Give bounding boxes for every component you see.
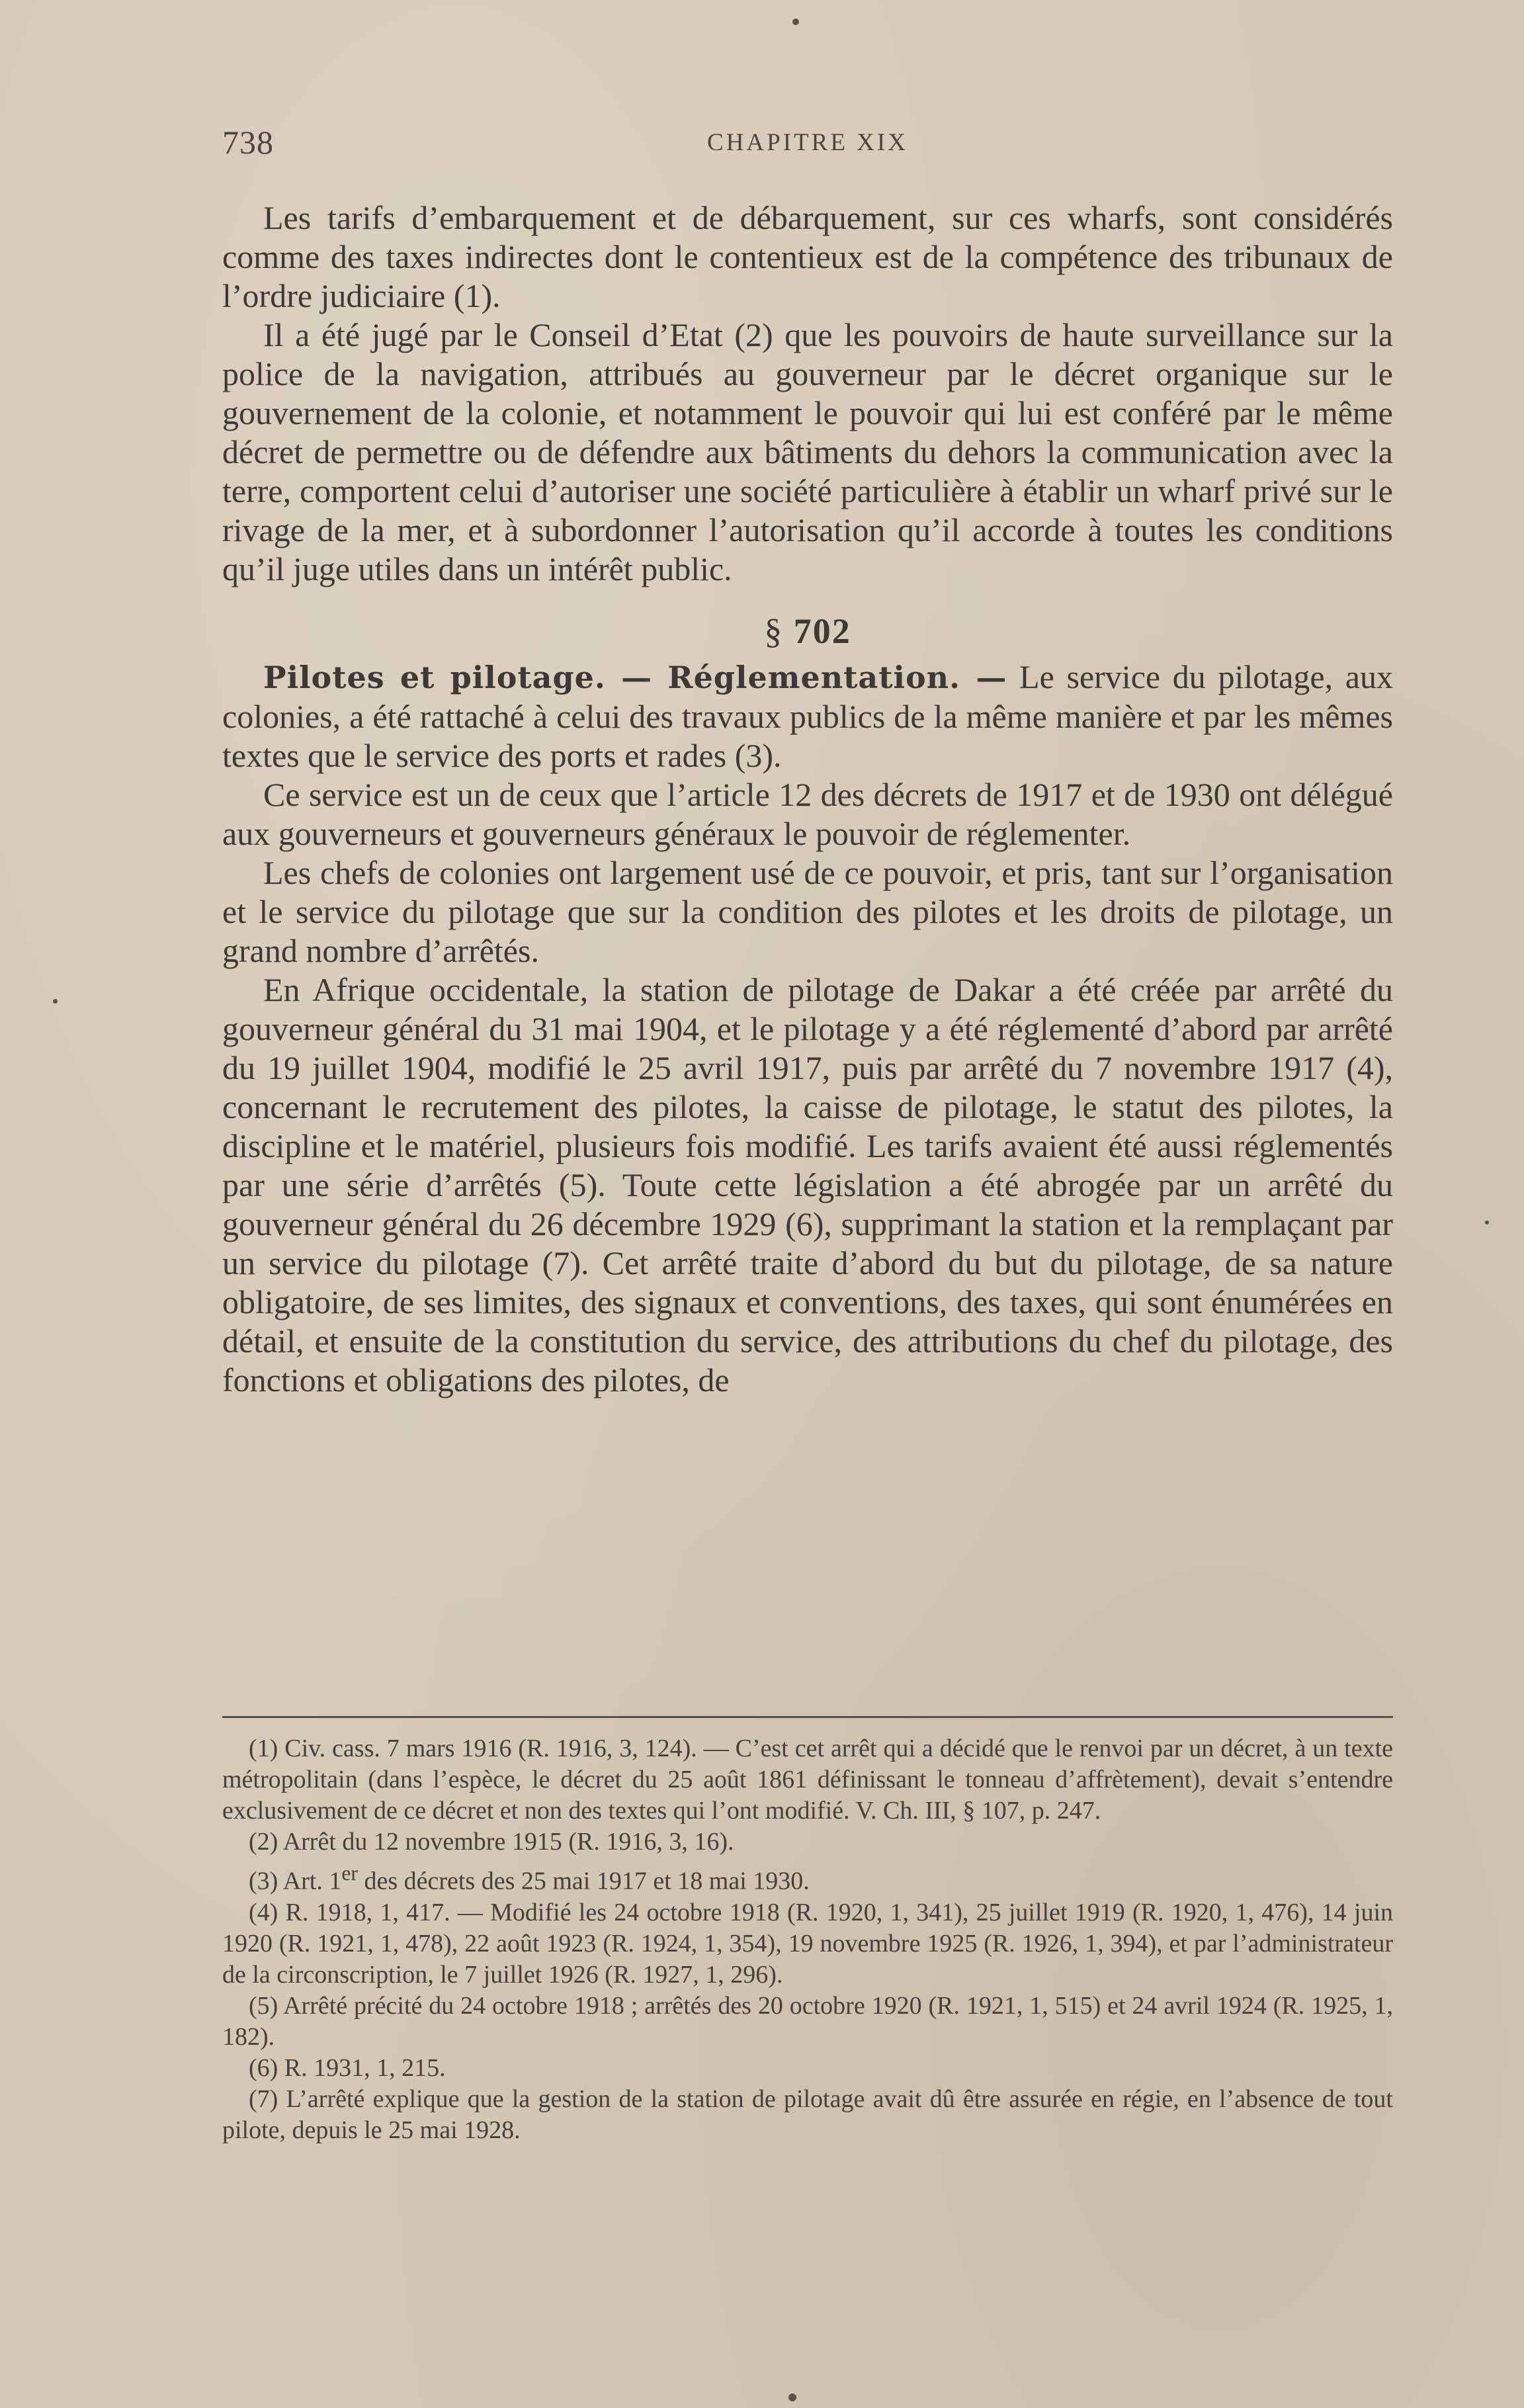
page-number: 738 bbox=[222, 124, 274, 161]
paragraph-conseil-etat: Il a été jugé par le Conseil d’Etat (2) que les pouvoirs de haute surveillance sur la police de la navigation, attribués au gouverneur par le décret organique sur le gouvernement de la colonie, et notamment le pouvoir qui lui est conféré par le même décret de permettre ou de défendre aux bâtiments du dehors la communication avec la terre, comportent celui d’autoriser une société particulière à établir un wharf privé sur le rivage de la mer, et à subordonner l’autorisation qu’il accorde à toutes les conditions qu’il juge utiles dans un intérêt public. bbox=[222, 316, 1393, 587]
footnote-divider bbox=[222, 1716, 1393, 1718]
paragraph-pilotage-intro bbox=[222, 658, 1393, 775]
footnote-3 bbox=[222, 1858, 1393, 1897]
footnote-2: (2) Arrêt du 12 novembre 1915 (R. 1916, 3, 16). bbox=[249, 1828, 734, 1856]
subheading-pilotes: Pilotes et pilotage. — Réglementation. — bbox=[263, 660, 1007, 695]
paragraph-afrique-occidentale: En Afrique occidentale, la station de pilotage de Dakar a été créée par arrêté du gouverneur général du 31 mai 1904, et le pilotage y a été réglementé d’abord par arrêté du 19 juillet 1904, modifié le 25 avril 1917, puis par arrêté du 7 novembre 1917 (4), concernant le recrutement des pilotes, la caisse de pilotage, le statut des pilotes, la discipline et le matériel, plusieurs fois modifié. Les tarifs avaient été aussi réglementés par une série d’arrêtés (5). Toute cette législation a été abrogée par un arrêté du gouverneur général du 26 décembre 1929 (6), supprimant la station et la remplaçant par un service du pilotage (7). Cet arrêté traite d’abord du but du pilotage, de sa nature obligatoire, de ses limites, des signaux et conventions, des taxes, qui sont énumérées en détail, et ensuite de la constitution du service, des attributions du chef du pilotage, des fonctions et obligations des pilotes, de bbox=[222, 971, 1393, 1398]
footnote-1: (1) Civ. cass. 7 mars 1916 (R. 1916, 3, 124). — C’est cet arrêt qui a décidé que le renvoi par un décret, à un texte métropolitain (dans l’espèce, le décret du 25 août 1861 définissant le tonneau d’affrètement), devait s’entendre exclusivement de ce décret et non des textes qui l’ont modifié. V. Ch. III, § 107, p. 247. bbox=[222, 1735, 1393, 1825]
running-head: CHAPITRE XIX bbox=[707, 129, 908, 156]
paper-speck bbox=[53, 999, 58, 1004]
footnote-4: (4) R. 1918, 1, 417. — Modifié les 24 octobre 1918 (R. 1920, 1, 341), 25 juillet 1919 (R. 1920, 1, 476), 14 juin 1920 (R. 1921, 1, 478), 22 août 1923 (R. 1924, 1, 354), 19 novembre 1925 (R. 1926, 1, 394), et par l’administrateur de la circonscription, le 7 juillet 1926 (R. 1927, 1, 296). bbox=[222, 1898, 1393, 1989]
footnote-3-start: (3) Art. 1 bbox=[249, 1867, 342, 1895]
paper-speck bbox=[1485, 1221, 1489, 1225]
paragraph-chefs-colonies: Les chefs de colonies ont largement usé de ce pouvoir, et pris, tant sur l’organisation et le service du pilotage que sur la condition des pilotes et les droits de pilotage, un grand nombre d’arrêtés. bbox=[222, 854, 1393, 969]
section-number: 702 bbox=[793, 611, 851, 651]
paragraph-wharf-tariffs: Les tarifs d’embarquement et de débarquement, sur ces wharfs, sont considérés comme des taxes indirectes dont le contentieux est de la compétence des tribunaux de l’ordre judiciaire (1). bbox=[222, 199, 1393, 314]
section-symbol: § bbox=[764, 611, 784, 651]
page-header bbox=[222, 123, 1393, 163]
paragraph-article-12: Ce service est un de ceux que l’article 12 des décrets de 1917 et de 1930 ont délégué aux gouverneurs et gouverneurs généraux le pouvoir de réglementer. bbox=[222, 776, 1393, 852]
paper-speck bbox=[788, 2393, 796, 2401]
paragraph-pilotage-intro-text: Le service du pilotage, aux colonies, a été rattaché à celui des travaux publics de la même manière et par les mêmes textes que le service des ports et rades (3). bbox=[222, 658, 1393, 774]
paper-speck bbox=[792, 19, 799, 25]
section-heading bbox=[222, 612, 1393, 651]
body-text bbox=[222, 198, 1393, 1400]
footnote-7: (7) L’arrêté explique que la gestion de la station de pilotage avait dû être assurée en régie, en l’absence de tout pilote, depuis le 25 mai 1928. bbox=[222, 2085, 1393, 2144]
footnote-5: (5) Arrêté précité du 24 octobre 1918 ; arrêtés des 20 octobre 1920 (R. 1921, 1, 515) et 24 avril 1924 (R. 1925, 1, 182). bbox=[222, 1991, 1393, 2051]
footnotes bbox=[222, 1733, 1393, 2146]
footnote-3-end: des décrets des 25 mai 1917 et 18 mai 1930. bbox=[357, 1867, 810, 1895]
footnote-6: (6) R. 1931, 1, 215. bbox=[249, 2053, 446, 2082]
footnote-3-superscript: er bbox=[341, 1862, 358, 1885]
